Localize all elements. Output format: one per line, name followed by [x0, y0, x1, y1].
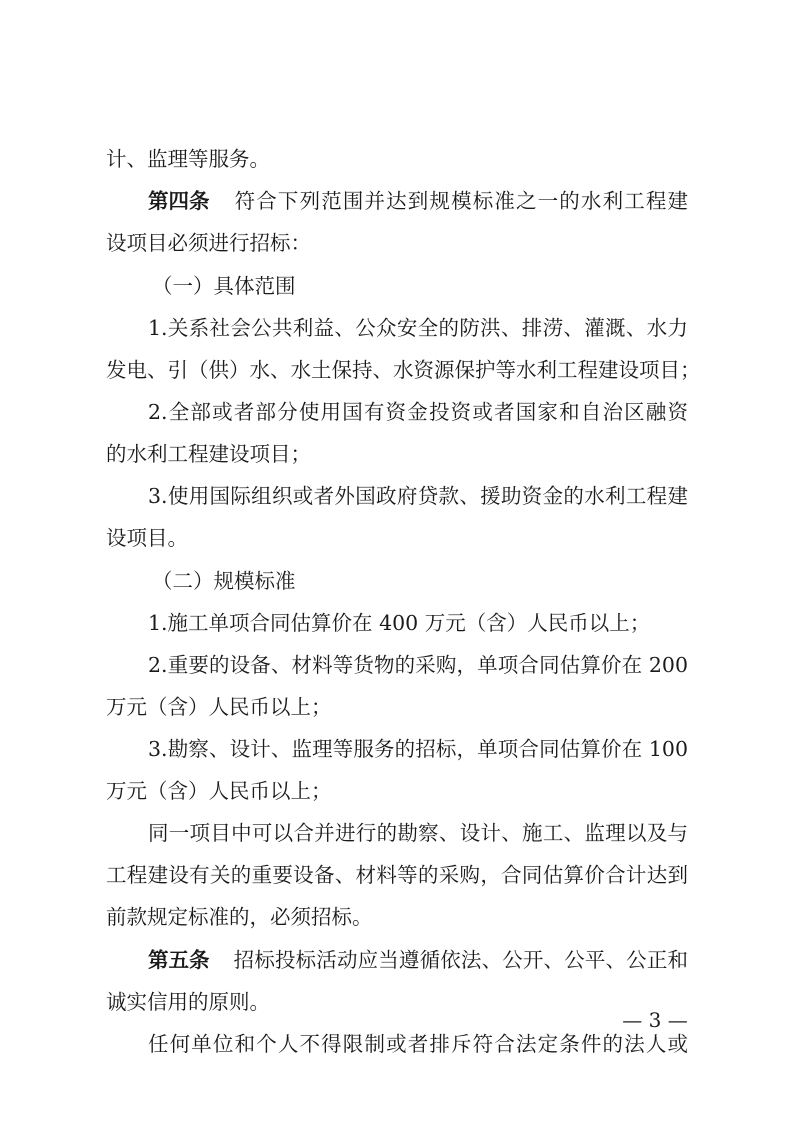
text-line: 3.使用国际组织或者外国政府贷款、援助资金的水利工程建	[148, 484, 688, 508]
text-line: 工程建设有关的重要设备、材料等的采购，合同估算价合计达到	[106, 863, 688, 887]
text-line: 设项目。	[106, 526, 188, 550]
text-line: 万元（含）人民币以上；	[106, 779, 332, 803]
text-line: 发电、引（供）水、水土保持、水资源保护等水利工程建设项目；	[106, 358, 701, 382]
text-line: 2.全部或者部分使用国有资金投资或者国家和自治区融资	[148, 400, 688, 424]
text-line: 任何单位和个人不得限制或者排斥符合法定条件的法人或	[148, 1032, 688, 1056]
article-4-text: 符合下列范围并达到规模标准之一的水利工程建	[233, 189, 688, 213]
text-line: 诚实信用的原则。	[106, 990, 270, 1014]
text-line: 的水利工程建设项目；	[106, 442, 311, 466]
text-line: 前款规定标准的，必须招标。	[106, 905, 373, 929]
article-5-line	[148, 945, 688, 975]
article-4-line	[148, 186, 688, 216]
text-line: 万元（含）人民币以上；	[106, 695, 332, 719]
text-line: 1.施工单项合同估算价在 400 万元（含）人民币以上；	[148, 611, 651, 635]
text-line: 同一项目中可以合并进行的勘察、设计、施工、监理以及与	[148, 821, 688, 845]
article-4-heading: 第四条	[148, 189, 210, 213]
article-5-text: 招标投标活动应当遵循依法、公开、公平、公正和	[233, 948, 688, 972]
section-heading-scale: （二）规模标准	[152, 569, 296, 593]
text-line: 3.勘察、设计、监理等服务的招标，单项合同估算价在 100	[148, 737, 688, 761]
text-line: 计、监理等服务。	[106, 147, 270, 171]
page-number: — 3 —	[622, 1008, 688, 1032]
article-5-heading: 第五条	[148, 948, 210, 972]
section-heading-scope: （一）具体范围	[152, 274, 296, 298]
text-line: 设项目必须进行招标：	[106, 231, 311, 255]
text-line: 2.重要的设备、材料等货物的采购，单项合同估算价在 200	[148, 653, 688, 677]
text-line: 1.关系社会公共利益、公众安全的防洪、排涝、灌溉、水力	[148, 316, 688, 340]
